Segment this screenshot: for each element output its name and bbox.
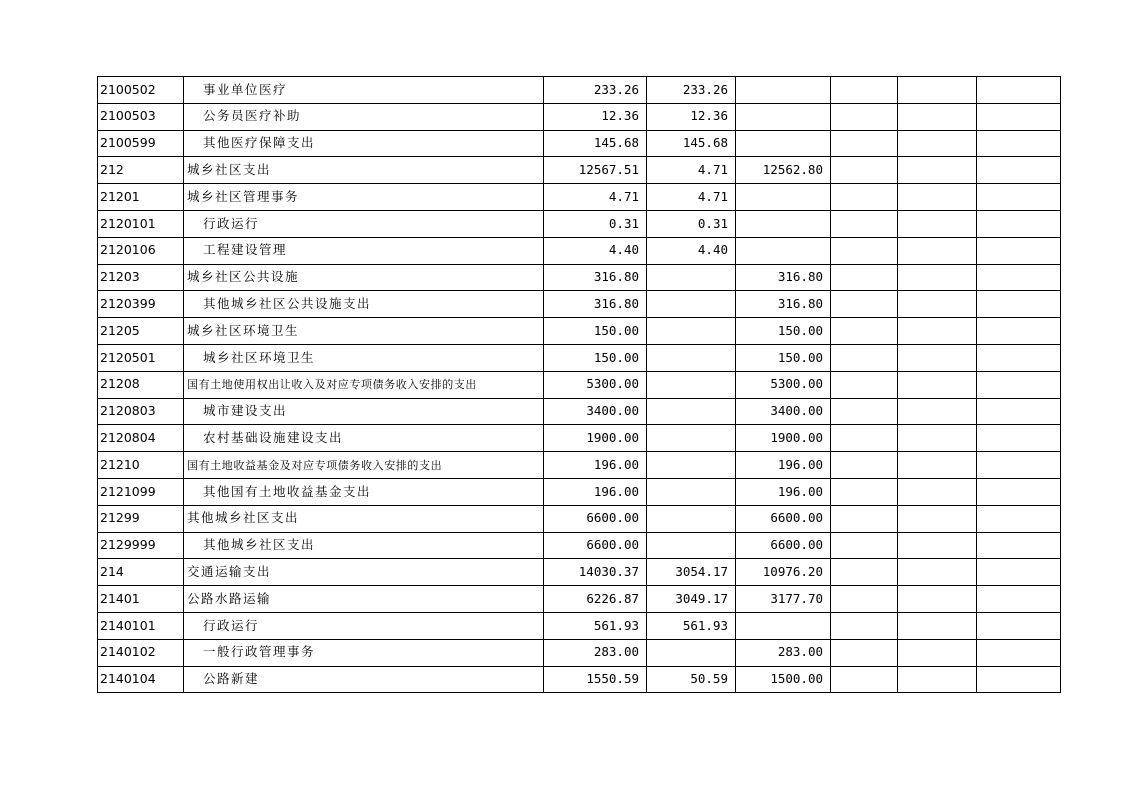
- empty-cell: [831, 586, 898, 613]
- total-amount-cell: 6600.00: [544, 532, 647, 559]
- subject-name-cell: [184, 291, 544, 318]
- total-amount-cell: 6600.00: [544, 505, 647, 532]
- table-row: [98, 237, 1061, 264]
- table-row: [98, 103, 1061, 130]
- project-expenditure-cell: 12562.80: [736, 157, 831, 184]
- project-expenditure-cell: 316.80: [736, 291, 831, 318]
- empty-cell: [977, 505, 1061, 532]
- subject-code-cell: 21210: [98, 452, 184, 479]
- project-expenditure-cell: 10976.20: [736, 559, 831, 586]
- basic-expenditure-cell: 4.71: [647, 184, 736, 211]
- project-expenditure-cell: 1500.00: [736, 666, 831, 693]
- empty-cell: [977, 103, 1061, 130]
- table-row: [98, 505, 1061, 532]
- empty-cell: [898, 612, 977, 639]
- empty-cell: [898, 452, 977, 479]
- table-row: [98, 184, 1061, 211]
- subject-name-cell: [184, 398, 544, 425]
- total-amount-cell: 316.80: [544, 264, 647, 291]
- empty-cell: [898, 237, 977, 264]
- subject-code-cell: 21201: [98, 184, 184, 211]
- empty-cell: [977, 130, 1061, 157]
- table-row: [98, 291, 1061, 318]
- total-amount-cell: 14030.37: [544, 559, 647, 586]
- empty-cell: [898, 344, 977, 371]
- subject-code-cell: 2120106: [98, 237, 184, 264]
- subject-name-text: 其他城乡社区公共设施支出: [203, 296, 372, 312]
- subject-name-cell: [184, 103, 544, 130]
- empty-cell: [977, 184, 1061, 211]
- basic-expenditure-cell: [647, 505, 736, 532]
- total-amount-cell: 150.00: [544, 344, 647, 371]
- table-row: [98, 452, 1061, 479]
- subject-code-cell: 2100503: [98, 103, 184, 130]
- empty-cell: [831, 452, 898, 479]
- basic-expenditure-cell: 561.93: [647, 612, 736, 639]
- basic-expenditure-cell: 50.59: [647, 666, 736, 693]
- empty-cell: [831, 559, 898, 586]
- empty-cell: [977, 586, 1061, 613]
- empty-cell: [898, 210, 977, 237]
- project-expenditure-cell: 3400.00: [736, 398, 831, 425]
- empty-cell: [831, 237, 898, 264]
- subject-name-cell: [184, 237, 544, 264]
- subject-code-cell: 2100502: [98, 77, 184, 104]
- subject-code-cell: 2140104: [98, 666, 184, 693]
- project-expenditure-cell: 283.00: [736, 639, 831, 666]
- empty-cell: [898, 157, 977, 184]
- total-amount-cell: 5300.00: [544, 371, 647, 398]
- subject-name-text: 工程建设管理: [203, 242, 288, 258]
- table-row: [98, 639, 1061, 666]
- subject-code-cell: 21203: [98, 264, 184, 291]
- empty-cell: [898, 103, 977, 130]
- subject-name-text: 其他国有土地收益基金支出: [203, 483, 372, 499]
- empty-cell: [977, 291, 1061, 318]
- total-amount-cell: 12.36: [544, 103, 647, 130]
- subject-name-text: 城乡社区支出: [187, 162, 272, 178]
- subject-name-cell: [184, 264, 544, 291]
- empty-cell: [831, 184, 898, 211]
- project-expenditure-cell: [736, 77, 831, 104]
- total-amount-cell: 1550.59: [544, 666, 647, 693]
- subject-name-cell: [184, 478, 544, 505]
- total-amount-cell: 4.40: [544, 237, 647, 264]
- basic-expenditure-cell: 233.26: [647, 77, 736, 104]
- table-row: [98, 478, 1061, 505]
- total-amount-cell: 1900.00: [544, 425, 647, 452]
- empty-cell: [831, 318, 898, 345]
- subject-code-cell: 2100599: [98, 130, 184, 157]
- basic-expenditure-cell: 4.71: [647, 157, 736, 184]
- empty-cell: [831, 478, 898, 505]
- empty-cell: [977, 639, 1061, 666]
- subject-code-cell: 2120803: [98, 398, 184, 425]
- empty-cell: [977, 425, 1061, 452]
- subject-name-cell: [184, 612, 544, 639]
- empty-cell: [898, 639, 977, 666]
- budget-expenditure-table: [97, 76, 1061, 693]
- subject-name-text: 城乡社区管理事务: [187, 188, 300, 204]
- basic-expenditure-cell: [647, 425, 736, 452]
- subject-name-text: 行政运行: [203, 215, 260, 231]
- empty-cell: [977, 666, 1061, 693]
- empty-cell: [898, 318, 977, 345]
- empty-cell: [977, 77, 1061, 104]
- total-amount-cell: 150.00: [544, 318, 647, 345]
- subject-code-cell: 21205: [98, 318, 184, 345]
- empty-cell: [831, 210, 898, 237]
- empty-cell: [831, 666, 898, 693]
- total-amount-cell: 196.00: [544, 452, 647, 479]
- subject-code-cell: 21208: [98, 371, 184, 398]
- subject-name-text: 交通运输支出: [187, 563, 272, 579]
- empty-cell: [898, 559, 977, 586]
- empty-cell: [831, 612, 898, 639]
- subject-code-cell: 2120399: [98, 291, 184, 318]
- subject-name-cell: [184, 425, 544, 452]
- subject-name-text: 城乡社区环境卫生: [203, 349, 316, 365]
- subject-name-text: 国有土地收益基金及对应专项债务收入安排的支出: [187, 458, 443, 472]
- subject-name-text: 公务员医疗补助: [203, 108, 302, 124]
- empty-cell: [831, 344, 898, 371]
- empty-cell: [831, 130, 898, 157]
- project-expenditure-cell: [736, 130, 831, 157]
- subject-name-cell: [184, 586, 544, 613]
- empty-cell: [898, 505, 977, 532]
- empty-cell: [898, 371, 977, 398]
- empty-cell: [898, 666, 977, 693]
- empty-cell: [831, 291, 898, 318]
- subject-name-text: 行政运行: [203, 617, 260, 633]
- empty-cell: [831, 398, 898, 425]
- subject-name-text: 城乡社区公共设施: [187, 269, 300, 285]
- empty-cell: [977, 612, 1061, 639]
- total-amount-cell: 283.00: [544, 639, 647, 666]
- basic-expenditure-cell: [647, 291, 736, 318]
- subject-name-cell: [184, 639, 544, 666]
- project-expenditure-cell: 6600.00: [736, 505, 831, 532]
- subject-name-text: 其他城乡社区支出: [187, 510, 300, 526]
- project-expenditure-cell: 196.00: [736, 452, 831, 479]
- basic-expenditure-cell: [647, 398, 736, 425]
- subject-name-cell: [184, 210, 544, 237]
- project-expenditure-cell: 196.00: [736, 478, 831, 505]
- basic-expenditure-cell: [647, 344, 736, 371]
- subject-code-cell: 2120101: [98, 210, 184, 237]
- empty-cell: [977, 532, 1061, 559]
- empty-cell: [898, 425, 977, 452]
- subject-name-text: 农村基础设施建设支出: [203, 430, 344, 445]
- subject-code-cell: 21401: [98, 586, 184, 613]
- total-amount-cell: 561.93: [544, 612, 647, 639]
- subject-name-cell: [184, 666, 544, 693]
- basic-expenditure-cell: 3054.17: [647, 559, 736, 586]
- subject-code-cell: 2120804: [98, 425, 184, 452]
- empty-cell: [831, 505, 898, 532]
- empty-cell: [898, 184, 977, 211]
- table-row: [98, 264, 1061, 291]
- project-expenditure-cell: 316.80: [736, 264, 831, 291]
- total-amount-cell: 233.26: [544, 77, 647, 104]
- subject-name-cell: [184, 344, 544, 371]
- subject-name-text: 一般行政管理事务: [203, 644, 316, 660]
- total-amount-cell: 196.00: [544, 478, 647, 505]
- table-body: [98, 77, 1061, 693]
- empty-cell: [831, 77, 898, 104]
- project-expenditure-cell: [736, 184, 831, 211]
- empty-cell: [831, 532, 898, 559]
- project-expenditure-cell: [736, 103, 831, 130]
- basic-expenditure-cell: [647, 639, 736, 666]
- basic-expenditure-cell: 4.40: [647, 237, 736, 264]
- empty-cell: [898, 130, 977, 157]
- table-row: [98, 559, 1061, 586]
- basic-expenditure-cell: 3049.17: [647, 586, 736, 613]
- empty-cell: [977, 237, 1061, 264]
- table-row: [98, 371, 1061, 398]
- basic-expenditure-cell: [647, 478, 736, 505]
- subject-name-text: 事业单位医疗: [203, 81, 288, 97]
- subject-code-cell: 214: [98, 559, 184, 586]
- subject-code-cell: 212: [98, 157, 184, 184]
- empty-cell: [831, 103, 898, 130]
- project-expenditure-cell: 3177.70: [736, 586, 831, 613]
- total-amount-cell: 6226.87: [544, 586, 647, 613]
- project-expenditure-cell: 150.00: [736, 318, 831, 345]
- empty-cell: [977, 157, 1061, 184]
- table-row: [98, 666, 1061, 693]
- empty-cell: [831, 264, 898, 291]
- empty-cell: [977, 371, 1061, 398]
- subject-name-cell: [184, 505, 544, 532]
- total-amount-cell: 0.31: [544, 210, 647, 237]
- table-row: [98, 77, 1061, 104]
- empty-cell: [831, 425, 898, 452]
- table-row: [98, 344, 1061, 371]
- table-row: [98, 398, 1061, 425]
- empty-cell: [977, 318, 1061, 345]
- total-amount-cell: 4.71: [544, 184, 647, 211]
- basic-expenditure-cell: [647, 452, 736, 479]
- project-expenditure-cell: 1900.00: [736, 425, 831, 452]
- project-expenditure-cell: [736, 210, 831, 237]
- table-row: [98, 157, 1061, 184]
- basic-expenditure-cell: 0.31: [647, 210, 736, 237]
- basic-expenditure-cell: 145.68: [647, 130, 736, 157]
- table-row: [98, 586, 1061, 613]
- subject-name-text: 国有土地使用权出让收入及对应专项债务收入安排的支出: [187, 378, 477, 392]
- subject-name-text: 其他医疗保障支出: [203, 135, 316, 151]
- project-expenditure-cell: 150.00: [736, 344, 831, 371]
- empty-cell: [898, 77, 977, 104]
- empty-cell: [898, 264, 977, 291]
- empty-cell: [898, 586, 977, 613]
- empty-cell: [898, 291, 977, 318]
- subject-code-cell: 2140102: [98, 639, 184, 666]
- subject-code-cell: 2120501: [98, 344, 184, 371]
- subject-name-cell: [184, 77, 544, 104]
- empty-cell: [831, 371, 898, 398]
- total-amount-cell: 316.80: [544, 291, 647, 318]
- total-amount-cell: 3400.00: [544, 398, 647, 425]
- subject-code-cell: 2121099: [98, 478, 184, 505]
- subject-name-cell: [184, 371, 544, 398]
- subject-name-cell: [184, 559, 544, 586]
- subject-name-text: 城市建设支出: [203, 403, 288, 419]
- basic-expenditure-cell: [647, 264, 736, 291]
- table-row: [98, 612, 1061, 639]
- basic-expenditure-cell: [647, 318, 736, 345]
- empty-cell: [831, 157, 898, 184]
- empty-cell: [831, 639, 898, 666]
- empty-cell: [977, 264, 1061, 291]
- table-row: [98, 130, 1061, 157]
- subject-name-cell: [184, 184, 544, 211]
- subject-name-cell: [184, 157, 544, 184]
- empty-cell: [977, 559, 1061, 586]
- empty-cell: [977, 344, 1061, 371]
- table-row: [98, 532, 1061, 559]
- table-row: [98, 318, 1061, 345]
- subject-name-text: 公路水路运输: [187, 590, 272, 606]
- empty-cell: [898, 398, 977, 425]
- subject-name-cell: [184, 532, 544, 559]
- empty-cell: [898, 478, 977, 505]
- empty-cell: [977, 452, 1061, 479]
- total-amount-cell: 145.68: [544, 130, 647, 157]
- subject-name-text: 城乡社区环境卫生: [187, 322, 300, 338]
- total-amount-cell: 12567.51: [544, 157, 647, 184]
- project-expenditure-cell: 6600.00: [736, 532, 831, 559]
- subject-name-cell: [184, 318, 544, 345]
- subject-name-text: 其他城乡社区支出: [203, 537, 316, 553]
- project-expenditure-cell: [736, 612, 831, 639]
- basic-expenditure-cell: [647, 371, 736, 398]
- subject-code-cell: 21299: [98, 505, 184, 532]
- subject-name-cell: [184, 130, 544, 157]
- empty-cell: [977, 478, 1061, 505]
- empty-cell: [977, 398, 1061, 425]
- table-row: [98, 425, 1061, 452]
- table-row: [98, 210, 1061, 237]
- subject-name-cell: [184, 452, 544, 479]
- basic-expenditure-cell: [647, 532, 736, 559]
- basic-expenditure-cell: 12.36: [647, 103, 736, 130]
- empty-cell: [898, 532, 977, 559]
- subject-code-cell: 2129999: [98, 532, 184, 559]
- project-expenditure-cell: 5300.00: [736, 371, 831, 398]
- subject-name-text: 公路新建: [203, 671, 260, 687]
- empty-cell: [977, 210, 1061, 237]
- subject-code-cell: 2140101: [98, 612, 184, 639]
- project-expenditure-cell: [736, 237, 831, 264]
